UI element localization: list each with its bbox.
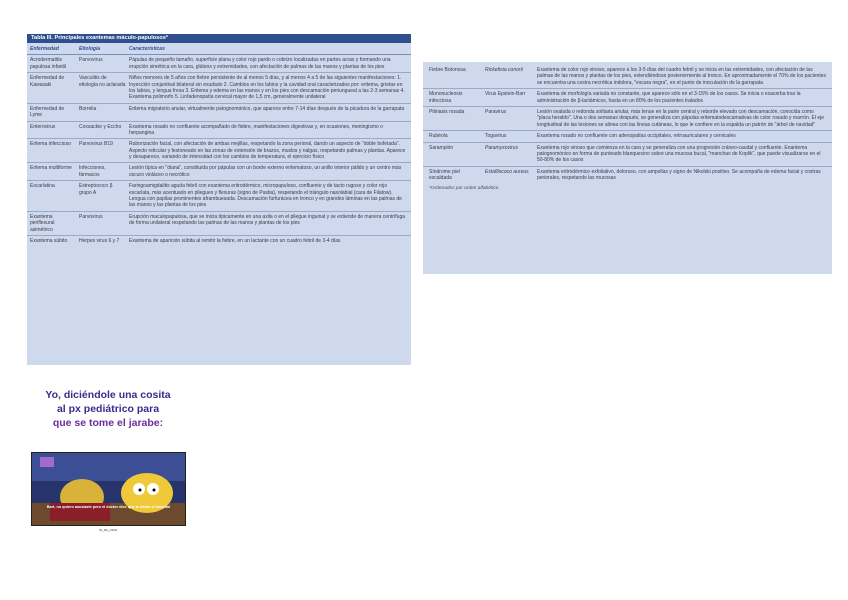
cell-features: Ruborización facial, con afectación de ambas mejillas, respetando la zona perioral, dando un aspecto de "doble bofetada". Aspecto reticular y festoneado en las zonas de extensión de brazos, muslos y nalgas, respetando palmas y plantas. Aparece y desaparece, variando de intensidad con los cambios de temperatura, el ejercicio físico bbox=[129, 141, 406, 161]
cell-disease: Rubéola bbox=[429, 133, 448, 140]
cell-etiology: Vasculitis de etiología no aclarada bbox=[79, 75, 126, 88]
cell-features: Exantema eritrodérmico exfoliativo, doloroso, con ampollas y signo de Nikolski positivo. Se acompaña de edema facial y costras periorales, respetando las mucosas bbox=[537, 168, 821, 182]
cell-disease: Enfermedad de Lyme bbox=[30, 105, 65, 119]
meme-caption-line-3: que se tome el jarabe: bbox=[52, 417, 164, 429]
cell-etiology: Infecciones, fármacos bbox=[79, 165, 106, 178]
cell-etiology: Borrelia bbox=[79, 105, 97, 112]
cartoon-illustration bbox=[32, 453, 185, 525]
table-row bbox=[27, 212, 411, 236]
cell-etiology: Herpes virus 6 y 7 bbox=[79, 237, 120, 244]
table-header bbox=[27, 43, 411, 55]
header-caracteristicas: Características bbox=[129, 46, 165, 52]
cell-etiology: Coxsackie y Eccho bbox=[79, 123, 122, 130]
cell-disease: Fiebre Botonosa bbox=[429, 67, 466, 73]
left-table-body bbox=[27, 55, 411, 246]
cell-features: Exantema de morfología variada no constante, que aparece sólo en el 3-15% de los casos. Se inicia o exacerba tras la administración de β-lactámicos, hasta en un 80% de los pacientes tratados bbox=[537, 91, 801, 104]
meme-cartoon-image bbox=[31, 452, 186, 526]
table-row bbox=[27, 73, 411, 104]
cell-features: Faringoamigdalitis aguda febril con exantema eritrodérmico, micropapuloso, confluente y de tacto rugoso y color rojo escarlata, más acentuado en pliegues y flexuras (signo de Pastia), respetando el triángulo nasolabial (cara de Filatow). Lengua con papilas prominentes aframbuesada. Descamación furfurácea en tronco y en grandes láminas en las palmas de las manos y las plantas de los pies bbox=[129, 183, 402, 209]
cell-disease: Acrodermatitis papulosa infantil bbox=[30, 57, 67, 70]
table-row bbox=[423, 167, 832, 184]
cell-features: Lesión típica en "diana", constituida por pápulas con un borde externo eritematoso, un anillo interior pálido y un centro más oscuro violáceo o necrótico bbox=[129, 165, 402, 178]
table-row bbox=[423, 89, 832, 107]
cell-features: Eritema migratorio anular, virtualmente patognomónico, que aparece entre 7-14 días después de la picadura de la garrapata bbox=[129, 105, 405, 112]
meme-caption-line-2: al px pediátrico para bbox=[56, 403, 160, 415]
meme-credit: la_aa_ossa bbox=[99, 528, 117, 532]
cell-etiology: Paravirus bbox=[485, 108, 507, 115]
cell-disease: Eritema multiforme bbox=[30, 165, 72, 172]
table-row bbox=[423, 65, 832, 89]
cell-features: Pápulas de pequeño tamaño, superficie plana y color rojo pardo o cobrizo localizadas en partes acras y formando una erupción simétrica en la cara, glúteos y extremidades, con afectación de palmas de las manos y plantas de los pies bbox=[129, 57, 391, 70]
cell-disease: Sarampión bbox=[429, 144, 454, 151]
cell-disease: Síndrome piel escaldada bbox=[429, 168, 460, 182]
cell-etiology: Parvovirus bbox=[79, 213, 103, 220]
cell-disease: Escarlatina bbox=[30, 183, 55, 190]
right-table-body bbox=[423, 62, 832, 183]
header-etiologia: Etiología bbox=[79, 46, 101, 52]
table-row bbox=[423, 131, 832, 142]
header-enfermedad: Enfermedad bbox=[30, 46, 59, 52]
cell-features: Exantema rojo vinoso que comienza en la cara y se generaliza con una progresión cráneo-caudal y confluente. Enantema patognomónico en forma de punteado blanquecino sobre una mucosa bucal, "manchas de Koplik", que puede visualizarse en el 50-80% de los casos bbox=[537, 144, 821, 164]
left-exanthem-table bbox=[27, 34, 411, 365]
table-row bbox=[27, 139, 411, 163]
cell-features: Exantema rosado no confluente con adenopatías occipitales, retroauriculares y cervicales bbox=[537, 133, 736, 140]
table-row bbox=[27, 181, 411, 212]
cell-etiology: Estafilococo aureus bbox=[485, 168, 529, 175]
cell-features: Exantema de aparición súbita al remitir la fiebre, en un lactante con un cuadro febril de 3-4 días bbox=[129, 237, 341, 244]
cell-features: Lesión ovalada o redonda solitaria anular, más tenue en la parte central y reborde elevado con descamación, conocida como "placa heraldo". Una o dos semanas después, se generaliza con pápulas eritematodescamativas de color rosado y marrón. El eje longitudinal de las lesiones se alinea con las líneas cutáneas, lo que le confiere en la espalda un patrón de "árbol de navidad" bbox=[537, 108, 825, 128]
table-row bbox=[27, 55, 411, 73]
cell-disease: Enfermedad de Kawasaki bbox=[30, 75, 65, 88]
cell-disease: Pitiriasis rosada bbox=[429, 108, 465, 115]
cell-disease: Enterovirus bbox=[30, 123, 56, 130]
table-row bbox=[423, 143, 832, 167]
table-row bbox=[27, 104, 411, 122]
cell-etiology: Parvovirus bbox=[79, 57, 103, 64]
cell-etiology: Togavirus bbox=[485, 133, 507, 140]
cell-disease: Eritema infeccioso bbox=[30, 141, 71, 148]
table-row bbox=[423, 107, 832, 131]
cell-disease: Exantema periflexural asimétrico bbox=[30, 213, 55, 233]
table-title: Tabla III. Principales exantemas máculo-papulosos* bbox=[27, 34, 411, 43]
meme bbox=[28, 388, 188, 538]
cell-etiology: Paramyxovirus bbox=[485, 144, 519, 151]
meme-caption bbox=[28, 388, 188, 430]
cell-features: Exantema de color rojo vinoso, aparece a los 3-5 días del cuadro febril y se inicia en las extremidades, con afectación de las palmas de las manos y plantas de los pies, extendiéndose posteriormente al tronco. En aproximadamente el 70% de los pacientes se encuentra una costra necrótica indolora, "escara negra", en el punto de inoculación de la garrapata bbox=[537, 67, 827, 86]
cell-etiology: Parvovirus B19 bbox=[79, 141, 113, 148]
meme-image-subtitle: Bart, no quiero asustarte pero el doctor dice que te darán el hospital bbox=[46, 505, 171, 509]
cell-disease: Exantema súbito bbox=[30, 237, 68, 244]
cell-features: Niños menores de 5 años con fiebre persistente de al menos 5 días, y al menos 4 a 5 de las siguientes manifestaciones: 1. Inyección conjuntival bilateral sin exudado 2. Cambios en los labios y la cavidad oral caracterizados por: eritema, grietas en los labios, y lengua fresa 3. Eritema y edema en las manos y en los pies con descamación periungueal a las 2-3 semanas 4. Exantema polimorfo 5. Linfadenopatía cervical mayor de 1,5 cm, generalmente unilateral bbox=[129, 75, 405, 101]
cell-etiology: Rickettsia conorii bbox=[485, 67, 523, 73]
cell-etiology: Virus Epstein-Barr bbox=[485, 91, 526, 98]
table-row bbox=[27, 236, 411, 246]
cell-features: Exantema rosado no confluente acompañado de fiebre, manifestaciones digestivas y, en ocasiones, meningismo o herpangina bbox=[129, 123, 383, 136]
table-row bbox=[27, 122, 411, 140]
cell-features: Erupción maculopapulosa, que se inicia típicamente en una axila o en el pliegue inguinal y se extiende de manera centrífuga de forma unilateral respetando las palmas de las manos y plantas de los pies bbox=[129, 213, 406, 227]
table-footnote: *Ordenados por orden alfabético. bbox=[429, 186, 500, 192]
cell-etiology: Estreptococo β grupo A bbox=[79, 183, 113, 196]
right-exanthem-table bbox=[423, 62, 832, 274]
meme-caption-line-1: Yo, diciéndole una cosita bbox=[45, 389, 171, 401]
cell-disease: Mononucleosis infecciosa bbox=[429, 91, 463, 104]
table-row bbox=[27, 163, 411, 181]
